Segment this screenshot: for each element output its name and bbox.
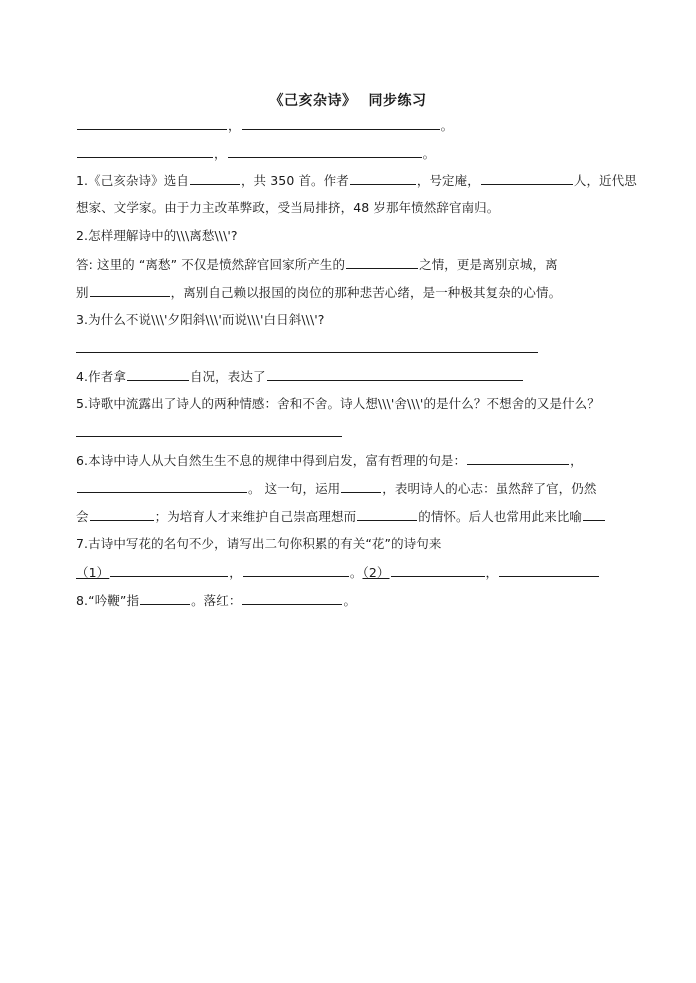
blank[interactable] — [110, 564, 228, 577]
punctuation: ， — [228, 118, 241, 133]
blank[interactable] — [481, 172, 573, 185]
blank[interactable] — [77, 145, 213, 158]
question-3: 3.为什么不说\\\'夕阳斜\\\'而说\\\'白日斜\\\'? — [76, 312, 325, 327]
blank[interactable] — [267, 368, 523, 381]
punctuation: 。 — [422, 146, 436, 161]
question-text: 人，近代思 — [573, 173, 637, 188]
question-6-line-1 — [76, 452, 583, 469]
blank[interactable] — [346, 256, 418, 269]
question-text: 1.《己亥杂诗》选自 — [76, 173, 189, 188]
recite-line-2 — [76, 145, 435, 162]
question-1-line-1 — [76, 172, 637, 189]
blank[interactable] — [242, 592, 342, 605]
punctuation: 。 — [440, 118, 454, 133]
question-text: ，号定庵， — [416, 173, 480, 188]
question-text: 8.“吟鞭”指 — [76, 593, 140, 608]
question-text: 想家、文学家。由于力主改革弊政，受当局排挤，48 岁那年愤然辞官南归。 — [76, 200, 500, 215]
question-text: 会 — [76, 509, 89, 524]
question-text: 。落红： — [191, 593, 242, 608]
blank[interactable] — [242, 117, 440, 130]
blank[interactable] — [357, 508, 417, 521]
blank[interactable] — [341, 480, 381, 493]
blank[interactable] — [77, 117, 227, 130]
question-text: 。 这一句，运用 — [248, 481, 341, 496]
question-2: 2.怎样理解诗中的\\\离愁\\\'? — [76, 228, 238, 243]
answer-text: 别 — [76, 285, 89, 300]
answer-text: ，离别自己赖以报国的岗位的那种悲苦心绪，是一种极其复杂的心情。 — [170, 285, 562, 300]
blank[interactable] — [583, 508, 605, 521]
question-4 — [76, 368, 524, 385]
answer-text: 答: 这里的 “离愁” 不仅是愤然辞官回家所产生的 — [76, 257, 346, 272]
question-5: 5.诗歌中流露出了诗人的两种情感：舍和不舍。诗人想\\\'舍\\\'的是什么？不想舍的又是什么？ — [76, 396, 600, 411]
answer-text: 之情，更是离别京城，离 — [419, 257, 558, 272]
answer-2-line-1 — [76, 256, 558, 273]
blank[interactable] — [391, 564, 485, 577]
question-text: ，共 350 首。作者 — [240, 173, 349, 188]
question-text: ，表明诗人的心志：虽然辞了官，仍然 — [382, 481, 597, 496]
question-text: 自况，表达了 — [189, 369, 266, 384]
blank[interactable] — [90, 284, 170, 297]
answer-2-line-2 — [76, 284, 561, 301]
title-subtitle: 同步练习 — [368, 93, 427, 109]
blank[interactable] — [467, 452, 569, 465]
answer-line-3[interactable] — [76, 352, 538, 353]
answer-line-5[interactable] — [76, 436, 342, 437]
blank[interactable] — [90, 508, 154, 521]
punctuation: ， — [570, 453, 583, 468]
recite-line-1 — [76, 117, 453, 134]
answer-7 — [76, 564, 600, 581]
item-number: （2） — [362, 565, 390, 580]
question-text: 6.本诗中诗人从大自然生生不息的规律中得到启发，富有哲理的句是： — [76, 453, 467, 468]
item-number: （1） — [76, 565, 110, 580]
question-6-line-2 — [76, 480, 596, 497]
question-text: ；为培育人才来维护自己崇高理想而 — [154, 509, 357, 524]
blank[interactable] — [127, 368, 189, 381]
blank[interactable] — [190, 172, 240, 185]
question-text: 4.作者拿 — [76, 369, 126, 384]
blank[interactable] — [499, 564, 599, 577]
worksheet-title — [0, 90, 696, 110]
question-6-line-3 — [76, 508, 606, 525]
blank[interactable] — [140, 592, 190, 605]
punctuation: 。 — [343, 593, 357, 608]
question-1-line-2 — [76, 200, 499, 216]
punctuation: ， — [214, 146, 227, 161]
question-text: 的情怀。后人也常用此来比喻 — [418, 509, 583, 524]
punctuation: ， — [485, 565, 499, 580]
question-7: 7.古诗中写花的名句不少，请写出二句你积累的有关“花”的诗句来 — [76, 536, 442, 551]
blank[interactable] — [243, 564, 349, 577]
punctuation: ， — [229, 565, 242, 580]
blank[interactable] — [228, 145, 422, 158]
punctuation: 。 — [349, 565, 363, 580]
blank[interactable] — [77, 480, 247, 493]
blank[interactable] — [350, 172, 416, 185]
question-8 — [76, 592, 356, 609]
title-poem-name: 《己亥杂诗》 — [269, 93, 357, 109]
